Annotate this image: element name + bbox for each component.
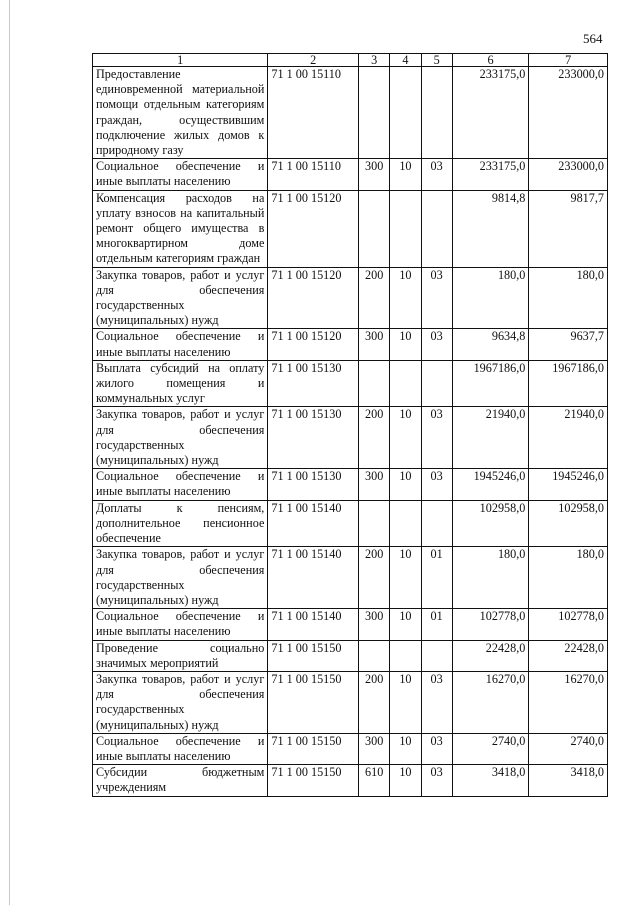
row-subsection: 10 <box>390 671 421 733</box>
row-value-7: 102958,0 <box>529 500 608 547</box>
column-header: 4 <box>390 54 421 67</box>
row-code: 71 1 00 15130 <box>268 469 359 500</box>
row-section <box>359 640 390 671</box>
row-value-7: 22428,0 <box>529 640 608 671</box>
row-code: 71 1 00 15140 <box>268 609 359 640</box>
row-section <box>359 500 390 547</box>
row-subsection-2 <box>421 67 452 159</box>
row-name: Закупка товаров, работ и услуг для обеспечения государственных (муниципальных) нужд <box>93 671 268 733</box>
table-row <box>93 360 608 407</box>
row-code: 71 1 00 15140 <box>268 500 359 547</box>
column-header: 6 <box>452 54 529 67</box>
table-row <box>93 640 608 671</box>
table-row <box>93 500 608 547</box>
column-header: 2 <box>268 54 359 67</box>
row-section: 300 <box>359 609 390 640</box>
table-header-row <box>93 54 608 67</box>
row-subsection: 10 <box>390 159 421 190</box>
row-code: 71 1 00 15150 <box>268 640 359 671</box>
row-name: Социальное обеспечение и иные выплаты населению <box>93 329 268 360</box>
row-subsection-2: 03 <box>421 159 452 190</box>
row-section: 200 <box>359 407 390 469</box>
row-name: Социальное обеспечение и иные выплаты населению <box>93 609 268 640</box>
row-value-6: 102958,0 <box>452 500 529 547</box>
column-header: 3 <box>359 54 390 67</box>
budget-table <box>92 53 608 797</box>
row-subsection-2: 03 <box>421 765 452 796</box>
row-section <box>359 67 390 159</box>
row-value-6: 233175,0 <box>452 67 529 159</box>
column-header: 1 <box>93 54 268 67</box>
row-subsection: 10 <box>390 765 421 796</box>
page-number: 564 <box>583 31 603 46</box>
row-value-6: 22428,0 <box>452 640 529 671</box>
row-value-6: 233175,0 <box>452 159 529 190</box>
row-value-7: 233000,0 <box>529 67 608 159</box>
row-subsection-2 <box>421 360 452 407</box>
row-value-7: 9817,7 <box>529 190 608 267</box>
column-header: 5 <box>421 54 452 67</box>
row-value-7: 9637,7 <box>529 329 608 360</box>
row-value-7: 3418,0 <box>529 765 608 796</box>
column-header: 7 <box>529 54 608 67</box>
row-value-6: 180,0 <box>452 267 529 329</box>
row-code: 71 1 00 15110 <box>268 67 359 159</box>
row-value-7: 16270,0 <box>529 671 608 733</box>
row-subsection: 10 <box>390 469 421 500</box>
table-row <box>93 407 608 469</box>
row-code: 71 1 00 15150 <box>268 671 359 733</box>
row-code: 71 1 00 15110 <box>268 159 359 190</box>
row-value-7: 21940,0 <box>529 407 608 469</box>
row-section: 300 <box>359 159 390 190</box>
row-section: 300 <box>359 733 390 764</box>
row-value-7: 233000,0 <box>529 159 608 190</box>
row-value-7: 2740,0 <box>529 733 608 764</box>
row-code: 71 1 00 15130 <box>268 360 359 407</box>
row-value-6: 21940,0 <box>452 407 529 469</box>
row-section <box>359 190 390 267</box>
row-subsection-2: 03 <box>421 267 452 329</box>
row-subsection: 10 <box>390 547 421 609</box>
row-value-6: 3418,0 <box>452 765 529 796</box>
row-subsection: 10 <box>390 329 421 360</box>
row-subsection-2: 03 <box>421 469 452 500</box>
row-subsection <box>390 500 421 547</box>
row-subsection <box>390 67 421 159</box>
row-value-7: 180,0 <box>529 547 608 609</box>
table-row <box>93 765 608 796</box>
row-subsection: 10 <box>390 267 421 329</box>
row-name: Компенсация расходов на уплату взносов на капитальный ремонт общего имущества в многоквартирном доме отдельным категориям граждан <box>93 190 268 267</box>
table-row <box>93 671 608 733</box>
row-subsection: 10 <box>390 407 421 469</box>
row-section: 200 <box>359 267 390 329</box>
row-value-6: 1945246,0 <box>452 469 529 500</box>
row-value-7: 1967186,0 <box>529 360 608 407</box>
row-name: Социальное обеспечение и иные выплаты населению <box>93 469 268 500</box>
table-row <box>93 67 608 159</box>
row-code: 71 1 00 15130 <box>268 407 359 469</box>
row-subsection-2 <box>421 190 452 267</box>
row-code: 71 1 00 15120 <box>268 267 359 329</box>
row-value-6: 1967186,0 <box>452 360 529 407</box>
row-name: Субсидии бюджетным учреждениям <box>93 765 268 796</box>
row-section: 200 <box>359 547 390 609</box>
row-section: 200 <box>359 671 390 733</box>
row-subsection <box>390 360 421 407</box>
row-code: 71 1 00 15120 <box>268 190 359 267</box>
row-name: Закупка товаров, работ и услуг для обеспечения государственных (муниципальных) нужд <box>93 407 268 469</box>
row-subsection-2: 03 <box>421 407 452 469</box>
row-name: Предоставление единовременной материальной помощи отдельным категориям граждан, осуществившим подключение жилых домов к природному газу <box>93 67 268 159</box>
row-subsection-2: 03 <box>421 671 452 733</box>
row-value-6: 9814,8 <box>452 190 529 267</box>
row-section: 300 <box>359 329 390 360</box>
table-row <box>93 609 608 640</box>
row-value-6: 180,0 <box>452 547 529 609</box>
table-row <box>93 329 608 360</box>
table-row <box>93 733 608 764</box>
row-code: 71 1 00 15120 <box>268 329 359 360</box>
row-subsection: 10 <box>390 733 421 764</box>
row-subsection-2: 01 <box>421 547 452 609</box>
row-name: Проведение социально значимых мероприятий <box>93 640 268 671</box>
row-subsection-2: 01 <box>421 609 452 640</box>
row-code: 71 1 00 15150 <box>268 765 359 796</box>
row-name: Закупка товаров, работ и услуг для обеспечения государственных (муниципальных) нужд <box>93 267 268 329</box>
row-code: 71 1 00 15140 <box>268 547 359 609</box>
row-name: Социальное обеспечение и иные выплаты населению <box>93 733 268 764</box>
row-name: Закупка товаров, работ и услуг для обеспечения государственных (муниципальных) нужд <box>93 547 268 609</box>
row-value-6: 2740,0 <box>452 733 529 764</box>
row-value-6: 16270,0 <box>452 671 529 733</box>
table-row <box>93 469 608 500</box>
row-name: Выплата субсидий на оплату жилого помещения и коммунальных услуг <box>93 360 268 407</box>
row-section: 300 <box>359 469 390 500</box>
table-row <box>93 547 608 609</box>
row-value-7: 102778,0 <box>529 609 608 640</box>
row-value-7: 180,0 <box>529 267 608 329</box>
row-value-6: 102778,0 <box>452 609 529 640</box>
row-subsection: 10 <box>390 609 421 640</box>
table-row <box>93 190 608 267</box>
row-subsection-2: 03 <box>421 329 452 360</box>
row-section: 610 <box>359 765 390 796</box>
row-subsection <box>390 190 421 267</box>
row-subsection <box>390 640 421 671</box>
table-row <box>93 159 608 190</box>
scan-edge-line <box>9 0 10 905</box>
row-value-6: 9634,8 <box>452 329 529 360</box>
row-subsection-2 <box>421 500 452 547</box>
row-value-7: 1945246,0 <box>529 469 608 500</box>
row-subsection-2 <box>421 640 452 671</box>
row-section <box>359 360 390 407</box>
row-subsection-2: 03 <box>421 733 452 764</box>
row-name: Доплаты к пенсиям, дополнительное пенсионное обеспечение <box>93 500 268 547</box>
table-row <box>93 267 608 329</box>
row-name: Социальное обеспечение и иные выплаты населению <box>93 159 268 190</box>
row-code: 71 1 00 15150 <box>268 733 359 764</box>
